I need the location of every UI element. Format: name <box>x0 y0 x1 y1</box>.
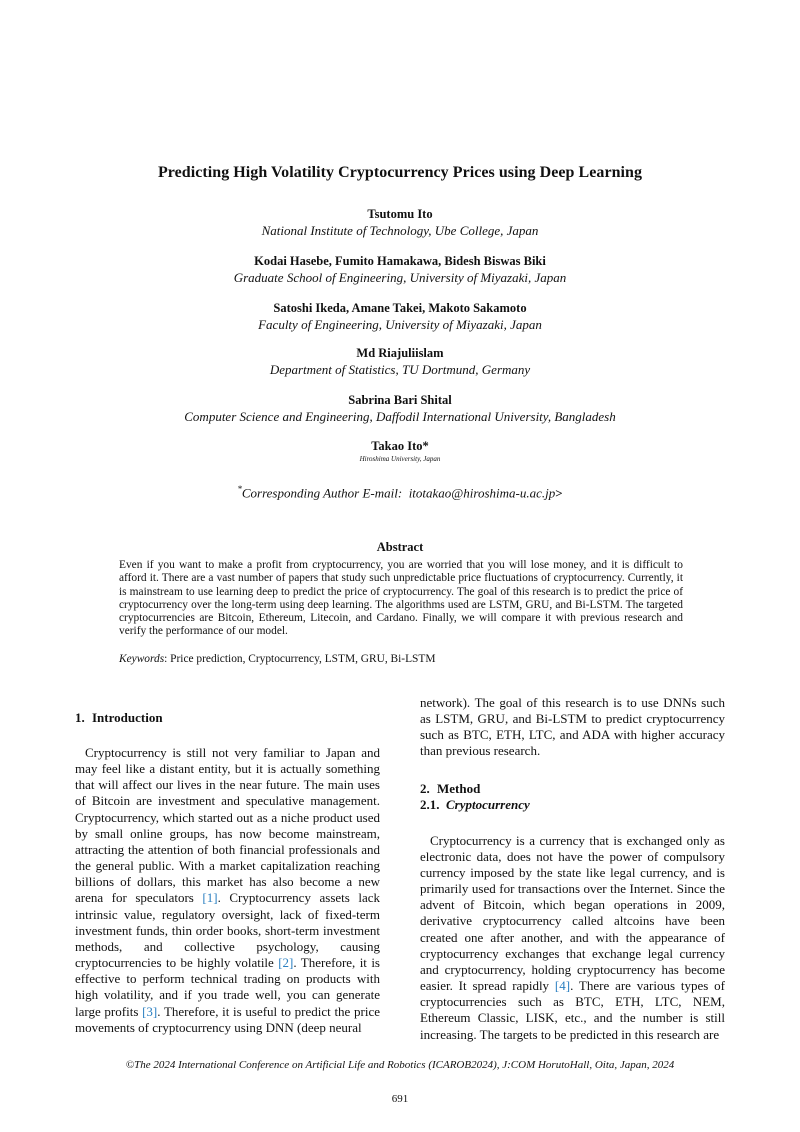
text-run: . Therefore, it is effective to perform technical trading on products with high volatility, and if you trade well, you can generate large profits <box>75 955 380 1019</box>
section-number: 1. <box>75 710 85 725</box>
subsection-number: 2.1. <box>420 796 440 812</box>
keywords-text: : Price prediction, Cryptocurrency, LSTM, GRU, Bi-LSTM <box>164 653 436 665</box>
conference-footer: ©The 2024 International Conference on Artificial Life and Robotics (ICAROB2024), J:COM HorutoHall, Oita, Japan, 2024 <box>125 1059 675 1071</box>
author-block-6 <box>0 439 800 464</box>
keywords-label: Keywords <box>119 653 165 665</box>
author-names: Md Riajuliislam <box>356 346 444 360</box>
method-paragraph <box>420 833 725 1043</box>
text-run: . There are various types of cryptocurrencies such as BTC, ETH, LTC, NEM, Ethereum Classic, LISK, etc., and the number is still increasing. The targets to be predicted in this research are <box>420 978 725 1042</box>
intro-paragraph-continued: network). The goal of this research is to use DNNs such as LSTM, GRU, and Bi-LSTM to predict cryptocurrency such as BTC, ETH, LTC, and ADA with higher accuracy than previous research. <box>420 695 725 759</box>
page-number: 691 <box>391 1093 409 1105</box>
author-names: Satoshi Ikeda, Amane Takei, Makoto Sakamoto <box>273 301 527 315</box>
corresponding-label: Corresponding Author E-mail: <box>241 485 403 501</box>
section-title: Introduction <box>92 710 163 725</box>
abstract-text: Even if you want to make a profit from cryptocurrency, you are worried that you will lose money, and it is difficult to afford it. There are a vast number of papers that study such unpredictable price fluctuations of cryptocurrency. Currently, it is mainstream to use learning deep to predict the price of cryptocurrency. The goal of this research is to predict the price of cryptocurrency over the long-term using deep learning. The algorithms used are LSTM, GRU, and Bi-LSTM. The targeted cryptocurrencies are Bitcoin, Ethereum, Litecoin, and Cardano. Finally, we will compare it with previous research and verify the performance of our model. <box>119 559 683 638</box>
corresponding-author <box>0 484 800 501</box>
author-affiliation: Graduate School of Engineering, University of Miyazaki, Japan <box>233 270 567 285</box>
section-heading-method <box>420 781 725 797</box>
paper-title: Predicting High Volatility Cryptocurrency Prices using Deep Learning <box>157 164 643 181</box>
citation-link[interactable]: [4] <box>554 978 571 994</box>
author-affiliation: Department of Statistics, TU Dortmund, Germany <box>269 362 531 377</box>
section-heading-introduction <box>75 710 380 726</box>
corresponding-email[interactable]: itotakao@hiroshima-u.ac.jp <box>408 485 556 501</box>
author-block-1 <box>0 207 800 239</box>
right-column <box>420 695 725 1043</box>
citation-link[interactable]: [1] <box>202 890 218 906</box>
author-names: Takao Ito* <box>371 439 429 453</box>
author-block-2 <box>0 254 800 286</box>
intro-paragraph <box>75 745 380 1036</box>
asterisk-mark: * <box>237 484 242 494</box>
author-affiliation: Computer Science and Engineering, Daffodil International University, Bangladesh <box>184 409 616 424</box>
abstract-heading: Abstract <box>376 540 424 554</box>
text-run: . Cryptocurrency assets lack intrinsic value, regulatory oversight, lack of fixed-term investment funds, thin order books, short-term investment methods, and collective psychology, causing cryptocurrencies to be highly volatile <box>75 890 381 971</box>
subsection-heading-cryptocurrency <box>420 797 725 813</box>
author-block-3 <box>0 301 800 333</box>
author-names: Sabrina Bari Shital <box>348 393 452 407</box>
email-suffix: > <box>555 485 563 501</box>
author-affiliation: Hiroshima University, Japan <box>359 455 441 463</box>
left-column <box>75 710 380 1036</box>
citation-link[interactable]: [3] <box>142 1003 158 1019</box>
text-run: Cryptocurrency is a currency that is exchanged only as electronic data, does not have the power of compulsory currency imposed by the state like legal currency, and is primarily used for transactions over the Internet. Since the advent of Bitcoin, which began operations in 2009, derivative cryptocurrency called altcoins have been created one after another, and with the appearance of cryptocurrency exchanges that exchange legal currency and cryptocurrency, holding cryptocurrency has become easier. It spread rapidly <box>420 832 725 994</box>
author-block-4 <box>0 346 800 378</box>
text-run: . Therefore, it is useful to predict the price movements of cryptocurrency using DNN (deep neural <box>75 1003 380 1035</box>
subsection-title: Cryptocurrency <box>446 796 530 812</box>
citation-link[interactable]: [2] <box>278 955 294 971</box>
text-run: Cryptocurrency is still not very familiar to Japan and may feel like a distant entity, but it is actually something that will affect our lives in the near future. The main uses of Bitcoin are investment and speculative management. Cryptocurrency, which started out as a niche product used by small online groups, has now become mainstream, attracting the attention of both financial professionals and the general public. With a market capitalization reaching billions of dollars, this market has also become a new arena for speculators <box>75 745 380 906</box>
section-title: Method <box>437 780 481 796</box>
author-affiliation: Faculty of Engineering, University of Miyazaki, Japan <box>258 317 542 332</box>
author-names: Kodai Hasebe, Fumito Hamakawa, Bidesh Biswas Biki <box>254 254 546 268</box>
section-number: 2. <box>420 780 430 796</box>
keywords <box>119 653 683 666</box>
author-block-5 <box>0 393 800 425</box>
author-affiliation: National Institute of Technology, Ube College, Japan <box>261 223 539 238</box>
author-names: Tsutomu Ito <box>367 207 433 221</box>
